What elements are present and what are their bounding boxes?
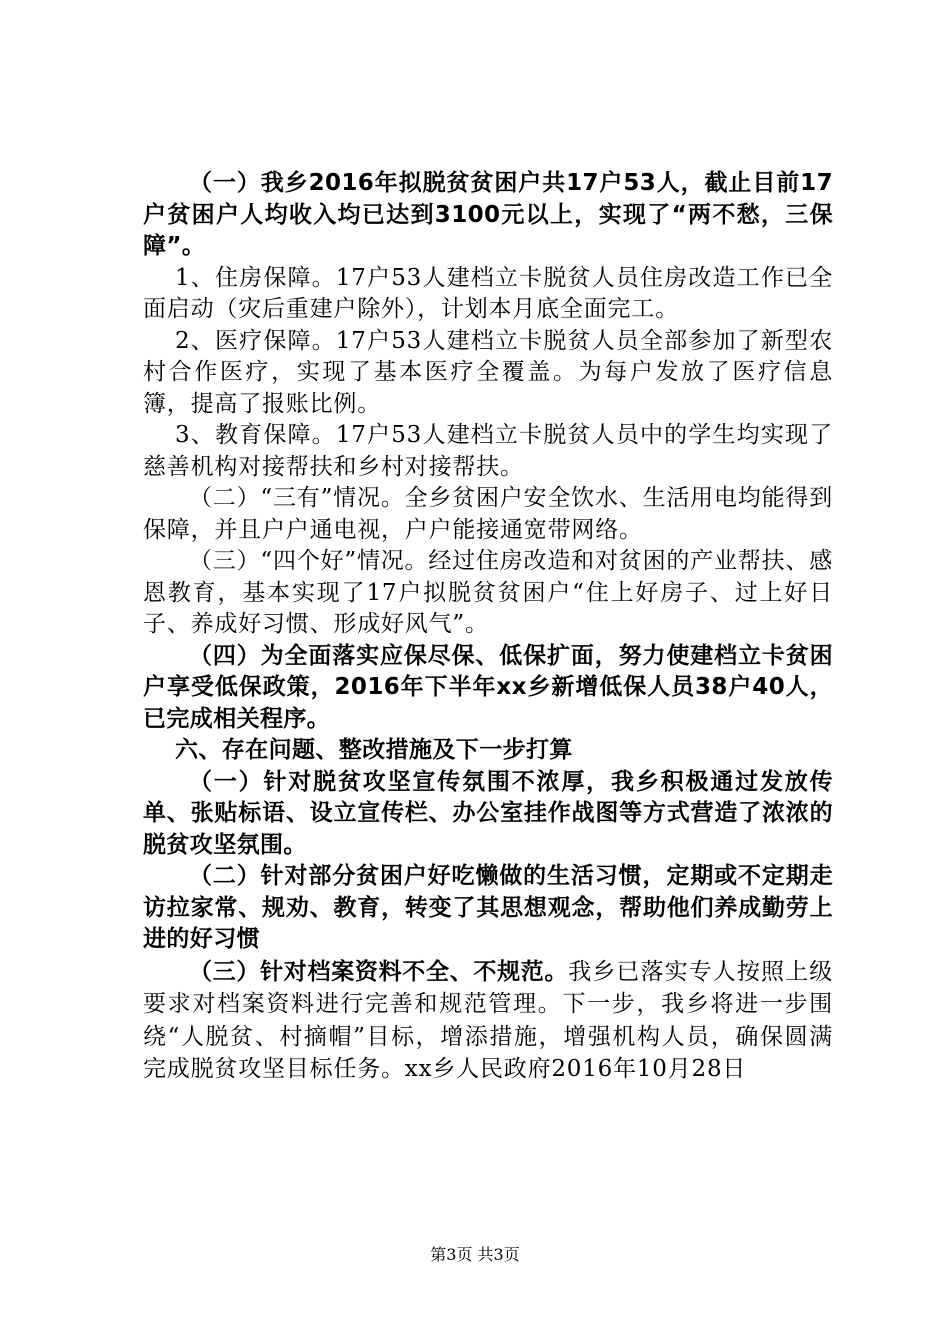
paragraph-habits-measures: （二）针对部分贫困户好吃懒做的生活习惯，定期或不定期走访拉家常、规劝、教育，转变了其思想观念，帮助他们养成勤劳上进的好习惯	[143, 863, 833, 952]
paragraph-archive-measures	[143, 956, 833, 1086]
paragraph-four-goods: （三）“四个好”情况。经过住房改造和对贫困的产业帮扶、感恩教育，基本实现了17户拟脱贫贫困户“住上好房子、过上好日子、养成好习惯、形成好风气”。	[143, 548, 833, 637]
paragraph-subsistence-allowance: （四）为全面落实应保尽保、低保扩面，努力使建档立卡贫困户享受低保政策，2016年下半年xx乡新增低保人员38户40人，已完成相关程序。	[143, 642, 833, 732]
archive-measures-lead: （三）针对档案资料不全、不规范。	[189, 958, 569, 985]
paragraph-publicity-measures: （一）针对脱贫攻坚宣传氛围不浓厚，我乡积极通过发放传单、张贴标语、设立宣传栏、办公室挂作战图等方式营造了浓浓的脱贫攻坚氛围。	[143, 768, 833, 858]
section-heading-problems: 六、存在问题、整改措施及下一步打算	[175, 737, 573, 763]
archive-measures-rest: 我乡已落实专人按照上级要求对档案资料进行完善和规范管理。下一步，我乡将进一步围绕“人脱贫、村摘帽”目标，增添措施，增强机构人员，确保圆满完成脱贫攻坚目标任务。xx乡人民政府2016年10月28日	[143, 958, 833, 1082]
paragraph-poverty-summary: （一）我乡2016年拟脱贫贫困户共17户53人，截止目前17户贫困户人均收入均已达到3100元以上，实现了“两不愁，三保障”。	[143, 170, 833, 259]
paragraph-housing-guarantee: 1、住房保障。17户53人建档立卡脱贫人员住房改造工作已全面启动（灾后重建户除外），计划本月底全面完工。	[143, 264, 833, 322]
paragraph-medical-guarantee: 2、医疗保障。17户53人建档立卡脱贫人员全部参加了新型农村合作医疗，实现了基本医疗全覆盖。为每户发放了医疗信息簿，提高了报账比例。	[143, 327, 833, 417]
paragraph-education-guarantee: 3、教育保障。17户53人建档立卡脱贫人员中的学生均实现了慈善机构对接帮扶和乡村对接帮扶。	[143, 422, 833, 480]
page-footer: 第3页 共3页	[430, 1245, 520, 1264]
document-body	[143, 168, 833, 1086]
paragraph-three-haves: （二）“三有”情况。全乡贫困户安全饮水、生活用电均能得到保障，并且户户通电视，户户能接通宽带网络。	[143, 485, 833, 543]
